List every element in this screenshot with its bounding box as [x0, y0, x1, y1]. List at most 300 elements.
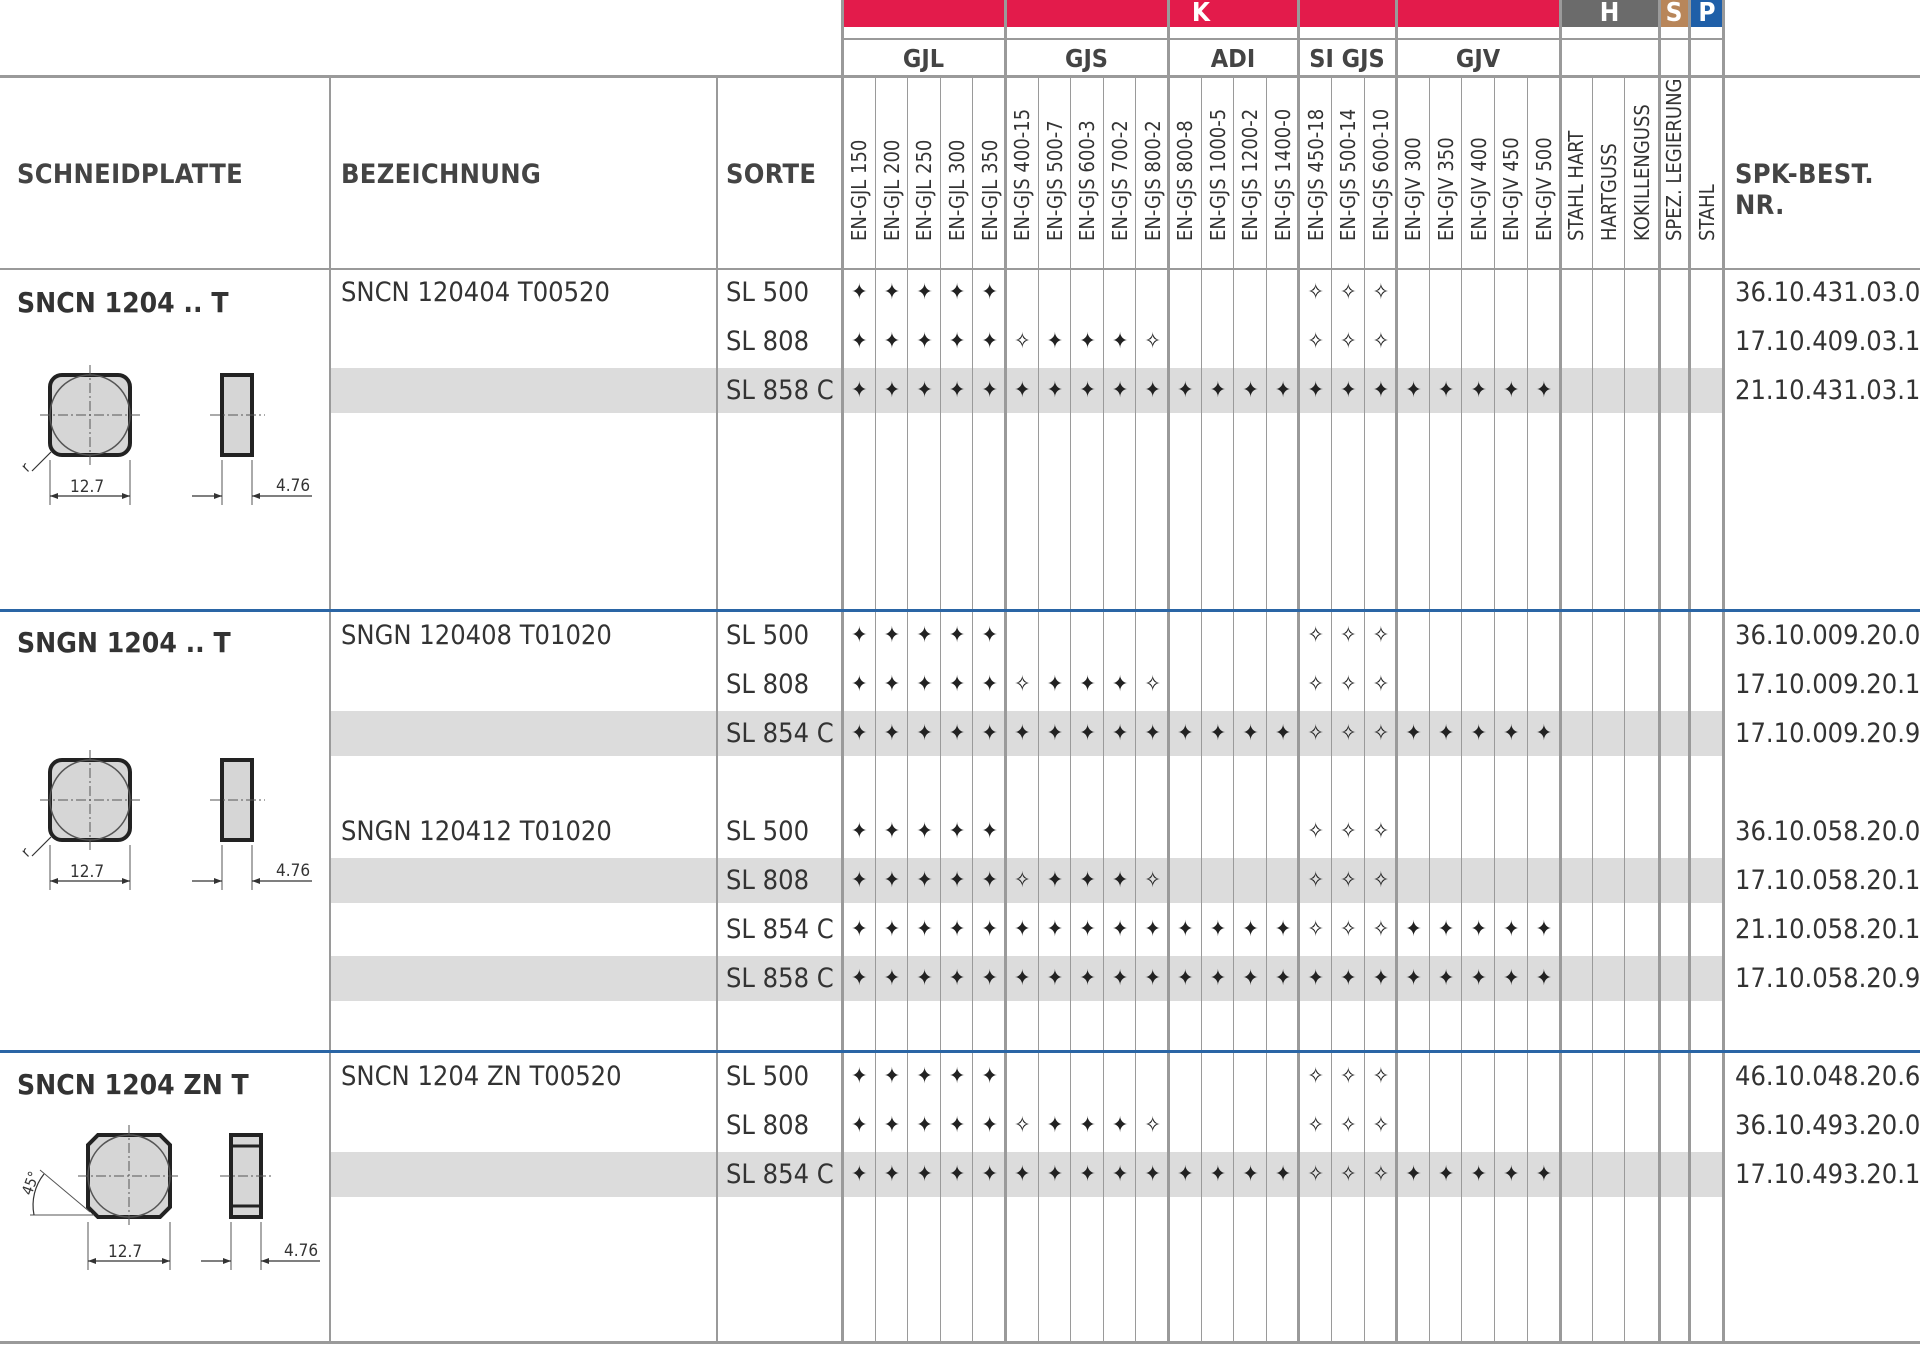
- spk-number-cell: 17.10.009.20.1: [1735, 669, 1920, 700]
- column-header-label: EN-GJL 250: [912, 139, 937, 241]
- column-header-label: EN-GJS 700-2: [1108, 120, 1133, 241]
- suitability-primary-icon: ✦: [1046, 672, 1064, 697]
- suitability-secondary-icon: ✧: [1144, 672, 1161, 697]
- suitability-primary-icon: ✦: [1079, 868, 1096, 893]
- suitability-primary-icon: ✦: [883, 966, 901, 991]
- suitability-secondary-icon: ✧: [1372, 721, 1390, 746]
- column-header-label: EN-GJS 800-2: [1140, 120, 1165, 241]
- suitability-primary-icon: ✦: [851, 868, 868, 893]
- suitability-primary-icon: ✦: [851, 1113, 868, 1138]
- column-header: [1299, 100, 1332, 263]
- suitability-primary-icon: ✦: [1209, 721, 1227, 746]
- suitability-secondary-icon: ✧: [1340, 1064, 1357, 1089]
- suitability-primary-icon: ✦: [1242, 966, 1259, 991]
- suitability-primary-icon: ✦: [1535, 378, 1553, 403]
- column-header: [1691, 100, 1724, 263]
- grid-line: [0, 268, 1920, 270]
- suitability-primary-icon: ✦: [1405, 966, 1422, 991]
- suitability-primary-icon: ✦: [1111, 329, 1129, 354]
- suitability-primary-icon: ✦: [981, 721, 998, 746]
- suitability-primary-icon: ✦: [851, 1064, 868, 1089]
- suitability-primary-icon: ✦: [916, 1113, 933, 1138]
- sorte-cell: SL 500: [726, 816, 810, 847]
- suitability-primary-icon: ✦: [1405, 721, 1422, 746]
- column-header-label: EN-GJV 500: [1531, 137, 1556, 241]
- grid-line: [1461, 78, 1462, 1343]
- suitability-primary-icon: ✦: [883, 1162, 901, 1187]
- sorte-cell: SL 854 C: [726, 914, 834, 945]
- suitability-primary-icon: ✦: [1079, 329, 1096, 354]
- suitability-primary-icon: ✦: [948, 819, 966, 844]
- suitability-primary-icon: ✦: [1079, 1162, 1096, 1187]
- suitability-primary-icon: ✦: [883, 623, 901, 648]
- header-spk-nr: SPK-BEST. NR.: [1735, 159, 1874, 221]
- group-gjv: GJV: [1455, 44, 1501, 73]
- grid-line: [1429, 78, 1430, 1343]
- grid-line: [1070, 78, 1071, 1343]
- column-header-label: EN-GJV 400: [1466, 137, 1491, 241]
- suitability-primary-icon: ✦: [1437, 378, 1455, 403]
- grid-line: [1201, 78, 1202, 1343]
- suitability-primary-icon: ✦: [948, 1113, 966, 1138]
- grid-line: [1233, 78, 1234, 1343]
- suitability-primary-icon: ✦: [981, 1064, 998, 1089]
- suitability-primary-icon: ✦: [1046, 868, 1064, 893]
- suitability-primary-icon: ✦: [1405, 917, 1422, 942]
- column-header-label: EN-GJS 450-18: [1303, 108, 1328, 241]
- suitability-primary-icon: ✦: [1046, 917, 1064, 942]
- suitability-secondary-icon: ✧: [1340, 721, 1357, 746]
- suitability-secondary-icon: ✧: [1307, 280, 1324, 305]
- column-header: [1267, 100, 1300, 263]
- suitability-secondary-icon: ✧: [1307, 868, 1324, 893]
- grid-line: [1559, 0, 1562, 1343]
- suitability-primary-icon: ✦: [1014, 917, 1031, 942]
- spk-number-cell: 36.10.431.03.0: [1735, 277, 1920, 308]
- suitability-primary-icon: ✦: [1535, 917, 1553, 942]
- suitability-primary-icon: ✦: [948, 917, 966, 942]
- suitability-primary-icon: ✦: [1503, 966, 1520, 991]
- suitability-primary-icon: ✦: [1274, 721, 1292, 746]
- group-si-gjs: SI GJS: [1309, 44, 1385, 73]
- sorte-cell: SL 808: [726, 865, 810, 896]
- header-sorte: SORTE: [726, 159, 817, 190]
- suitability-primary-icon: ✦: [1111, 868, 1129, 893]
- suitability-primary-icon: ✦: [948, 378, 966, 403]
- suitability-primary-icon: ✦: [948, 721, 966, 746]
- suitability-primary-icon: ✦: [1437, 1162, 1455, 1187]
- suitability-primary-icon: ✦: [851, 672, 868, 697]
- suitability-secondary-icon: ✧: [1144, 1113, 1161, 1138]
- suitability-primary-icon: ✦: [883, 917, 901, 942]
- svg-text:4.76: 4.76: [284, 1241, 319, 1261]
- insert-drawing-sncn-zn: [20, 1130, 340, 1275]
- suitability-primary-icon: ✦: [1177, 966, 1194, 991]
- column-header-label: EN-GJV 450: [1499, 137, 1524, 241]
- suitability-primary-icon: ✦: [1274, 917, 1292, 942]
- suitability-primary-icon: ✦: [1111, 1113, 1129, 1138]
- sorte-cell: SL 500: [726, 277, 810, 308]
- suitability-primary-icon: ✦: [1046, 1113, 1064, 1138]
- band-s: S: [1660, 0, 1688, 27]
- column-header: [876, 100, 909, 263]
- suitability-primary-icon: ✦: [1046, 378, 1064, 403]
- column-header: [1430, 100, 1463, 263]
- band-h: H: [1561, 0, 1658, 27]
- column-header-label: EN-GJS 500-14: [1336, 108, 1361, 241]
- suitability-primary-icon: ✦: [851, 721, 868, 746]
- suitability-primary-icon: ✦: [1046, 1162, 1064, 1187]
- column-header-label: SPEZ. LEGIERUNG: [1662, 78, 1687, 241]
- suitability-primary-icon: ✦: [1470, 721, 1487, 746]
- suitability-primary-icon: ✦: [1437, 917, 1455, 942]
- grid-line: [1103, 78, 1104, 1343]
- suitability-primary-icon: ✦: [1177, 917, 1194, 942]
- suitability-secondary-icon: ✧: [1372, 868, 1390, 893]
- suitability-secondary-icon: ✧: [1372, 1162, 1390, 1187]
- suitability-primary-icon: ✦: [851, 966, 868, 991]
- suitability-secondary-icon: ✧: [1372, 329, 1390, 354]
- column-header-label: EN-GJL 350: [977, 139, 1002, 241]
- suitability-secondary-icon: ✧: [1372, 1113, 1390, 1138]
- column-header-label: EN-GJS 1400-0: [1271, 108, 1296, 241]
- grid-line: [0, 1341, 1920, 1344]
- suitability-primary-icon: ✦: [1437, 721, 1455, 746]
- suitability-primary-icon: ✦: [1144, 721, 1161, 746]
- suitability-primary-icon: ✦: [916, 721, 933, 746]
- sorte-cell: SL 858 C: [726, 375, 834, 406]
- suitability-secondary-icon: ✧: [1307, 917, 1324, 942]
- suitability-secondary-icon: ✧: [1307, 623, 1324, 648]
- suitability-secondary-icon: ✧: [1340, 623, 1357, 648]
- grid-line: [940, 78, 941, 1343]
- suitability-secondary-icon: ✧: [1372, 1064, 1390, 1089]
- suitability-primary-icon: ✦: [1014, 721, 1031, 746]
- suitability-primary-icon: ✦: [851, 819, 868, 844]
- column-header: [1528, 100, 1561, 263]
- column-header: [1397, 100, 1430, 263]
- suitability-secondary-icon: ✧: [1340, 280, 1357, 305]
- column-header-label: EN-GJS 600-10: [1368, 108, 1393, 241]
- suitability-primary-icon: ✦: [948, 329, 966, 354]
- suitability-primary-icon: ✦: [981, 623, 998, 648]
- column-header: [1365, 100, 1398, 263]
- block-separator: [0, 609, 1920, 612]
- suitability-secondary-icon: ✧: [1307, 1162, 1324, 1187]
- sorte-cell: SL 854 C: [726, 1159, 834, 1190]
- spk-number-cell: 17.10.493.20.1: [1735, 1159, 1920, 1190]
- suitability-primary-icon: ✦: [883, 378, 901, 403]
- block-separator: [0, 1050, 1920, 1053]
- suitability-secondary-icon: ✧: [1372, 623, 1390, 648]
- grid-line: [1658, 0, 1661, 1343]
- grid-line: [1135, 78, 1136, 1343]
- grid-line: [1624, 78, 1625, 1343]
- grid-line: [1592, 78, 1593, 1343]
- block-title: SNGN 1204 .. T: [17, 626, 231, 659]
- suitability-primary-icon: ✦: [1177, 378, 1194, 403]
- suitability-primary-icon: ✦: [851, 623, 868, 648]
- suitability-primary-icon: ✦: [1274, 966, 1292, 991]
- suitability-primary-icon: ✦: [1242, 721, 1259, 746]
- svg-text:4.76: 4.76: [276, 861, 311, 881]
- suitability-primary-icon: ✦: [1340, 378, 1357, 403]
- suitability-secondary-icon: ✧: [1340, 917, 1357, 942]
- suitability-primary-icon: ✦: [851, 1162, 868, 1187]
- spk-number-cell: 21.10.431.03.1: [1735, 375, 1920, 406]
- grid-line: [1364, 78, 1365, 1343]
- suitability-primary-icon: ✦: [1079, 672, 1096, 697]
- suitability-primary-icon: ✦: [1014, 966, 1031, 991]
- suitability-primary-icon: ✦: [981, 329, 998, 354]
- spk-number-cell: 17.10.009.20.9: [1735, 718, 1920, 749]
- svg-text:12.7: 12.7: [70, 862, 105, 882]
- column-header: [1593, 100, 1626, 263]
- suitability-primary-icon: ✦: [1307, 378, 1324, 403]
- column-header: [1495, 100, 1528, 263]
- bezeichnung-cell: SNCN 1204 ZN T00520: [341, 1061, 622, 1092]
- suitability-primary-icon: ✦: [916, 623, 933, 648]
- suitability-primary-icon: ✦: [851, 917, 868, 942]
- suitability-primary-icon: ✦: [1046, 966, 1064, 991]
- suitability-primary-icon: ✦: [1209, 378, 1227, 403]
- suitability-primary-icon: ✦: [1046, 329, 1064, 354]
- band-k: K: [843, 0, 1559, 27]
- suitability-primary-icon: ✦: [1111, 966, 1129, 991]
- column-header: [1560, 100, 1593, 263]
- column-header: [1104, 100, 1137, 263]
- insert-drawing-sncn: [17, 365, 320, 505]
- suitability-primary-icon: ✦: [883, 1064, 901, 1089]
- spk-number-cell: 36.10.009.20.0: [1735, 620, 1920, 651]
- suitability-primary-icon: ✦: [851, 329, 868, 354]
- svg-text:12.7: 12.7: [70, 477, 105, 497]
- bezeichnung-cell: SNCN 120404 T00520: [341, 277, 610, 308]
- suitability-primary-icon: ✦: [1242, 917, 1259, 942]
- grid-line: [972, 78, 973, 1343]
- suitability-primary-icon: ✦: [1209, 1162, 1227, 1187]
- suitability-primary-icon: ✦: [883, 1113, 901, 1138]
- band-p: P: [1690, 0, 1724, 27]
- grid-line: [1527, 78, 1528, 1343]
- column-header: [1202, 100, 1235, 263]
- suitability-primary-icon: ✦: [1111, 672, 1129, 697]
- suitability-primary-icon: ✦: [1014, 1162, 1031, 1187]
- block-title: SNCN 1204 .. T: [17, 286, 229, 319]
- suitability-primary-icon: ✦: [1274, 378, 1292, 403]
- header-bezeichnung: BEZEICHNUNG: [341, 159, 542, 190]
- suitability-primary-icon: ✦: [1503, 378, 1520, 403]
- grid-line: [907, 78, 908, 1343]
- suitability-primary-icon: ✦: [1144, 1162, 1161, 1187]
- suitability-primary-icon: ✦: [1079, 378, 1096, 403]
- spk-number-cell: 17.10.058.20.1: [1735, 865, 1920, 896]
- column-header-label: EN-GJV 300: [1401, 137, 1426, 241]
- suitability-primary-icon: ✦: [981, 868, 998, 893]
- insert-drawing-sngn: [17, 750, 320, 890]
- suitability-primary-icon: ✦: [1111, 721, 1129, 746]
- spk-number-cell: 17.10.409.03.1: [1735, 326, 1920, 357]
- suitability-secondary-icon: ✧: [1307, 1113, 1324, 1138]
- suitability-secondary-icon: ✧: [1372, 819, 1390, 844]
- suitability-primary-icon: ✦: [916, 280, 933, 305]
- suitability-primary-icon: ✦: [948, 1064, 966, 1089]
- column-header: [1234, 100, 1267, 263]
- suitability-primary-icon: ✦: [1340, 966, 1357, 991]
- suitability-secondary-icon: ✧: [1340, 329, 1357, 354]
- block-title: SNCN 1204 ZN T: [17, 1068, 249, 1101]
- suitability-secondary-icon: ✧: [1372, 672, 1390, 697]
- suitability-primary-icon: ✦: [851, 378, 868, 403]
- spk-number-cell: 21.10.058.20.1: [1735, 914, 1920, 945]
- column-header: [1462, 100, 1495, 263]
- suitability-secondary-icon: ✧: [1307, 1064, 1324, 1089]
- bezeichnung-cell: SNGN 120412 T01020: [341, 816, 612, 847]
- svg-text:12.7: 12.7: [108, 1242, 143, 1262]
- column-header: [908, 100, 941, 263]
- column-header: [843, 100, 876, 263]
- suitability-primary-icon: ✦: [1209, 966, 1227, 991]
- suitability-primary-icon: ✦: [1209, 917, 1227, 942]
- column-header-label: EN-GJS 600-3: [1075, 120, 1100, 241]
- grid-line: [1722, 0, 1725, 1343]
- suitability-primary-icon: ✦: [1079, 917, 1096, 942]
- column-header: [1136, 100, 1169, 263]
- bezeichnung-cell: SNGN 120408 T01020: [341, 620, 612, 651]
- suitability-primary-icon: ✦: [1437, 966, 1455, 991]
- suitability-secondary-icon: ✧: [1372, 917, 1390, 942]
- sorte-cell: SL 808: [726, 669, 810, 700]
- group-gjs: GJS: [1064, 44, 1109, 73]
- svg-text:45°: 45°: [18, 1168, 44, 1198]
- column-header-label: EN-GJS 400-15: [1010, 108, 1035, 241]
- suitability-primary-icon: ✦: [916, 917, 933, 942]
- suitability-primary-icon: ✦: [883, 672, 901, 697]
- suitability-primary-icon: ✦: [1503, 1162, 1520, 1187]
- suitability-secondary-icon: ✧: [1340, 672, 1357, 697]
- grid-line: [1038, 78, 1039, 1343]
- sorte-cell: SL 500: [726, 620, 810, 651]
- column-header-label: EN-GJS 1200-2: [1238, 108, 1263, 241]
- suitability-primary-icon: ✦: [916, 378, 933, 403]
- suitability-primary-icon: ✦: [1242, 1162, 1259, 1187]
- column-header-label: EN-GJL 200: [879, 139, 904, 241]
- suitability-primary-icon: ✦: [916, 672, 933, 697]
- suitability-primary-icon: ✦: [1405, 378, 1422, 403]
- suitability-primary-icon: ✦: [1144, 917, 1161, 942]
- grid-line: [1266, 78, 1267, 1343]
- suitability-secondary-icon: ✧: [1144, 868, 1161, 893]
- column-header-label: STAHL: [1694, 184, 1719, 241]
- suitability-secondary-icon: ✧: [1014, 1113, 1031, 1138]
- spk-number-cell: 46.10.048.20.6: [1735, 1061, 1920, 1092]
- column-header-label: EN-GJS 800-8: [1173, 120, 1198, 241]
- suitability-primary-icon: ✦: [981, 280, 998, 305]
- suitability-primary-icon: ✦: [981, 378, 998, 403]
- suitability-primary-icon: ✦: [981, 917, 998, 942]
- suitability-secondary-icon: ✧: [1340, 819, 1357, 844]
- suitability-primary-icon: ✦: [1535, 966, 1553, 991]
- suitability-primary-icon: ✦: [1307, 966, 1324, 991]
- column-header: [1625, 100, 1658, 263]
- spk-number-cell: 17.10.058.20.9: [1735, 963, 1920, 994]
- suitability-secondary-icon: ✧: [1340, 1113, 1357, 1138]
- suitability-primary-icon: ✦: [1014, 378, 1031, 403]
- suitability-secondary-icon: ✧: [1014, 329, 1031, 354]
- suitability-primary-icon: ✦: [1535, 1162, 1553, 1187]
- grid-line: [1331, 78, 1332, 1343]
- suitability-secondary-icon: ✧: [1014, 868, 1031, 893]
- column-header-label: STAHL HART: [1564, 130, 1589, 241]
- suitability-secondary-icon: ✧: [1372, 280, 1390, 305]
- group-gjl: GJL: [902, 44, 945, 73]
- suitability-primary-icon: ✦: [1111, 917, 1129, 942]
- spk-number-cell: 36.10.058.20.0: [1735, 816, 1920, 847]
- suitability-primary-icon: ✦: [981, 1113, 998, 1138]
- column-header-label: EN-GJS 1000-5: [1205, 108, 1230, 241]
- suitability-secondary-icon: ✧: [1307, 329, 1324, 354]
- suitability-secondary-icon: ✧: [1307, 721, 1324, 746]
- column-header-label: EN-GJV 350: [1434, 137, 1459, 241]
- suitability-primary-icon: ✦: [1274, 1162, 1292, 1187]
- suitability-primary-icon: ✦: [948, 672, 966, 697]
- header-schneidplatte: SCHNEIDPLATTE: [17, 159, 244, 190]
- grid-line: [843, 38, 1724, 40]
- suitability-primary-icon: ✦: [883, 819, 901, 844]
- suitability-primary-icon: ✦: [981, 1162, 998, 1187]
- column-header: [1169, 100, 1202, 263]
- suitability-primary-icon: ✦: [916, 868, 933, 893]
- grid-line: [1690, 78, 1691, 1343]
- column-header-label: EN-GJL 150: [847, 139, 872, 241]
- suitability-primary-icon: ✦: [916, 329, 933, 354]
- suitability-secondary-icon: ✧: [1307, 672, 1324, 697]
- suitability-primary-icon: ✦: [1503, 917, 1520, 942]
- column-header: [1006, 100, 1039, 263]
- column-header: [1071, 100, 1104, 263]
- svg-text:r: r: [17, 843, 35, 861]
- suitability-primary-icon: ✦: [1242, 378, 1259, 403]
- column-header: [1039, 100, 1072, 263]
- column-header-label: HARTGUSS: [1597, 143, 1622, 241]
- svg-text:r: r: [17, 458, 35, 476]
- sorte-cell: SL 500: [726, 1061, 810, 1092]
- suitability-primary-icon: ✦: [1144, 378, 1161, 403]
- suitability-secondary-icon: ✧: [1307, 819, 1324, 844]
- suitability-primary-icon: ✦: [1079, 966, 1096, 991]
- suitability-primary-icon: ✦: [1372, 378, 1390, 403]
- column-header: [1332, 100, 1365, 263]
- sorte-cell: SL 808: [726, 326, 810, 357]
- group-adi: ADI: [1210, 44, 1256, 73]
- suitability-secondary-icon: ✧: [1340, 1162, 1357, 1187]
- suitability-primary-icon: ✦: [1470, 966, 1487, 991]
- sorte-cell: SL 854 C: [726, 718, 834, 749]
- suitability-primary-icon: ✦: [916, 966, 933, 991]
- column-header-label: KOKILLENGUSS: [1629, 104, 1654, 241]
- suitability-primary-icon: ✦: [948, 1162, 966, 1187]
- suitability-primary-icon: ✦: [883, 280, 901, 305]
- grid-line: [875, 78, 876, 1343]
- suitability-primary-icon: ✦: [883, 868, 901, 893]
- grid-line: [1494, 78, 1495, 1343]
- suitability-secondary-icon: ✧: [1014, 672, 1031, 697]
- suitability-secondary-icon: ✧: [1340, 868, 1357, 893]
- suitability-primary-icon: ✦: [1177, 721, 1194, 746]
- suitability-primary-icon: ✦: [981, 966, 998, 991]
- suitability-primary-icon: ✦: [1405, 1162, 1422, 1187]
- sorte-cell: SL 808: [726, 1110, 810, 1141]
